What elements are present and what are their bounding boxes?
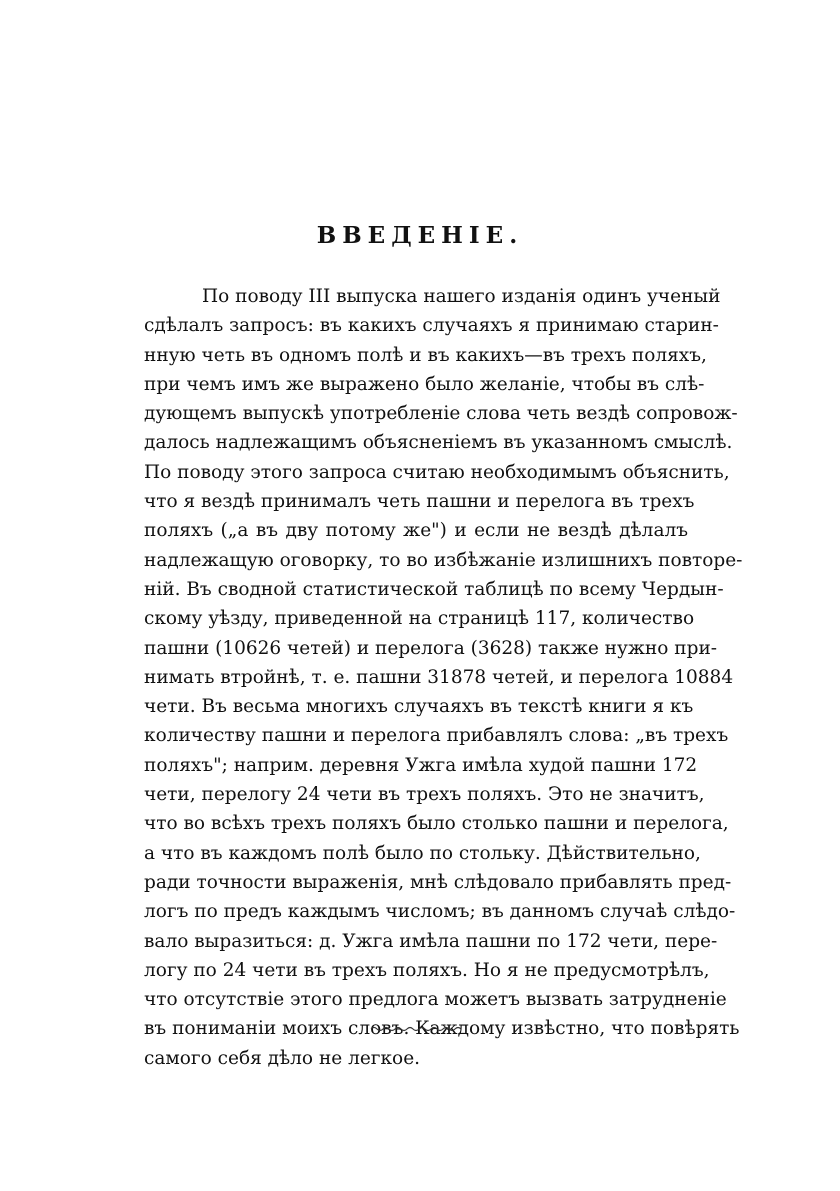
text-line: логу по 24 чети въ трехъ поляхъ. Но я не предусмотрѣлъ, xyxy=(144,959,710,981)
text-line: ній. Въ сводной статистической таблицѣ по всему Чердын- xyxy=(144,578,724,600)
text-line: что во всѣхъ трехъ поляхъ было столько пашни и перелога, xyxy=(144,813,729,835)
text-line: надлежащую оговорку, то во избѣжаніе излишнихъ повторе- xyxy=(144,549,743,571)
text-line: далось надлежащимъ объясненіемъ въ указанномъ смыслѣ. xyxy=(144,432,733,454)
text-line: ради точности выраженія, мнѣ слѣдовало прибавлять пред- xyxy=(144,871,732,893)
introduction-text xyxy=(144,282,743,1073)
text-line: поляхъ"; наприм. деревня Ужга имѣла худой пашни 172 xyxy=(144,754,698,776)
decorative-divider-ornament xyxy=(370,1024,464,1034)
text-line: количеству пашни и перелога прибавлялъ слова: „въ трехъ xyxy=(144,725,729,747)
text-line: самого себя дѣло не легкое. xyxy=(144,1047,421,1069)
text-line: въ пониманіи моихъ словъ. Каждому извѣстно, что повѣрять xyxy=(144,1018,740,1040)
text-line: чети, перелогу 24 чети въ трехъ поляхъ. Это не значитъ, xyxy=(144,784,705,806)
text-line: сдѣлалъ запросъ: въ какихъ случаяхъ я принимаю старин- xyxy=(144,315,719,337)
page-title: ВВЕДЕНІЕ. xyxy=(316,222,524,249)
text-line: По поводу этого запроса считаю необходимымъ объяснить, xyxy=(144,461,730,483)
text-line: пашни (10626 четей) и перелога (3628) также нужно при- xyxy=(144,637,718,659)
text-line: что я вездѣ принималъ четь пашни и перелога въ трехъ xyxy=(144,491,695,513)
text-line: нную четь въ одномъ полѣ и въ какихъ—въ трехъ поляхъ, xyxy=(144,344,707,366)
text-line: чети. Въ весьма многихъ случаяхъ въ текстѣ книги я къ xyxy=(144,696,694,718)
text-line: По поводу III выпуска нашего изданія одинъ ученый xyxy=(202,286,721,307)
text-line: поляхъ („а въ дву потому же") и если не вездѣ дѣлалъ xyxy=(144,520,688,542)
text-line: вало выразиться: д. Ужга имѣла пашни по 172 чети, пере- xyxy=(144,930,718,952)
text-line: скому уѣзду, приведенной на страницѣ 117, количество xyxy=(144,608,695,630)
text-line: нимать втройнѣ, т. е. пашни 31878 четей, и перелога 10884 xyxy=(144,666,734,688)
text-line: при чемъ имъ же выражено было желаніе, чтобы въ слѣ- xyxy=(144,373,705,395)
text-line: что отсутствіе этого предлога можетъ вызвать затрудненіе xyxy=(144,989,727,1011)
text-line: а что въ каждомъ полѣ было по стольку. Дѣйствительно, xyxy=(144,842,701,864)
text-line: логъ по предъ каждымъ числомъ; въ данномъ случаѣ слѣдо- xyxy=(144,901,736,923)
text-line: дующемъ выпускѣ употребленіе слова четь вездѣ сопровож- xyxy=(144,403,738,425)
